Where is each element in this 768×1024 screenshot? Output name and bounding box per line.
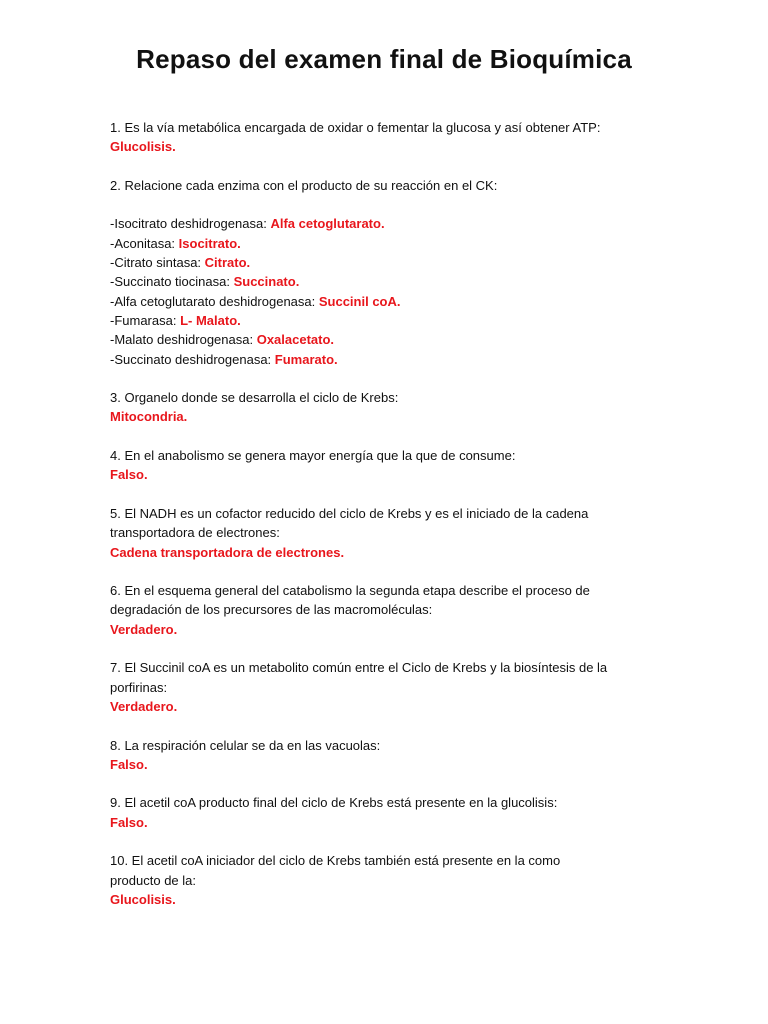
question-text: 1. Es la vía metabólica encargada de oxidar o fementar la glucosa y así obtener ATP:: [110, 120, 601, 135]
enzyme-name: -Isocitrato deshidrogenasa:: [110, 216, 271, 232]
product-answer: Oxalacetato.: [256, 332, 335, 348]
question-text: 5. El NADH es un cofactor reducido del ciclo de Krebs y es el iniciado de la cadena: [110, 505, 589, 521]
question-text: 4. En el anabolismo se genera mayor energía que la que de consume:: [110, 448, 516, 464]
question-text: 6. En el esquema general del catabolismo la segunda etapa describe el proceso de: [110, 583, 590, 599]
answer-text: Glucolisis.: [110, 139, 176, 155]
question-text: porfirinas:: [110, 679, 168, 695]
page-title: Repaso del examen final de Bioquímica: [136, 44, 632, 74]
enzyme-product-list: [110, 214, 670, 368]
enzyme-row: [110, 311, 670, 330]
enzyme-name: -Succinato tiocinasa:: [110, 274, 234, 290]
question-5: [110, 504, 670, 562]
question-4: [110, 446, 670, 485]
answer-text: Falso.: [110, 467, 148, 483]
enzyme-row: [110, 272, 670, 291]
product-answer: Succinil coA.: [318, 293, 401, 309]
answer-text: Cadena transportadora de electrones.: [110, 544, 345, 560]
question-1: [110, 118, 670, 157]
enzyme-row: [110, 253, 670, 272]
question-text: 8. La respiración celular se da en las vacuolas:: [110, 737, 381, 753]
question-8: [110, 736, 670, 775]
question-text: 3. Organelo donde se desarrolla el ciclo de Krebs:: [110, 390, 399, 406]
enzyme-name: -Succinato deshidrogenasa:: [110, 351, 275, 367]
answer-text: Glucolisis.: [110, 891, 176, 907]
question-7: [110, 658, 670, 716]
answer-text: Verdadero.: [110, 621, 178, 637]
answer-text: Falso.: [110, 814, 148, 830]
question-text: producto de la:: [110, 872, 197, 888]
enzyme-row: [110, 330, 670, 349]
product-answer: Fumarato.: [274, 351, 338, 367]
enzyme-row: [110, 292, 670, 311]
question-9: [110, 793, 670, 832]
question-text: transportadora de electrones:: [110, 525, 280, 541]
answer-text: Verdadero.: [110, 698, 178, 714]
product-answer: Alfa cetoglutarato.: [270, 216, 385, 232]
question-3: [110, 388, 670, 427]
enzyme-name: -Aconitasa:: [110, 235, 179, 251]
question-6: [110, 581, 670, 639]
question-text: 2. Relacione cada enzima con el producto de su reacción en el CK:: [110, 177, 498, 193]
enzyme-name: -Alfa cetoglutarato deshidrogenasa:: [110, 293, 319, 309]
product-answer: Succinato.: [233, 274, 300, 290]
enzyme-row: [110, 234, 670, 253]
question-text: 7. El Succinil coA es un metabolito común entre el Ciclo de Krebs y la biosíntesis de la: [110, 660, 608, 676]
product-answer: Citrato.: [204, 255, 251, 271]
enzyme-row: [110, 214, 670, 233]
question-text: 10. El acetil coA iniciador del ciclo de Krebs también está presente en la como: [110, 853, 561, 869]
enzyme-name: -Fumarasa:: [110, 312, 181, 328]
question-list: [110, 118, 670, 928]
answer-text: Falso.: [110, 756, 148, 772]
question-text: 9. El acetil coA producto final del ciclo de Krebs está presente en la glucolisis:: [110, 795, 558, 811]
question-2: [110, 176, 670, 195]
question-text: degradación de los precursores de las macromoléculas:: [110, 602, 433, 618]
question-10: [110, 851, 670, 909]
answer-text: Mitocondria.: [110, 409, 188, 425]
enzyme-name: -Malato deshidrogenasa:: [110, 332, 257, 348]
product-answer: L- Malato.: [180, 312, 241, 328]
enzyme-name: -Citrato sintasa:: [110, 255, 205, 271]
enzyme-row: [110, 350, 670, 369]
product-answer: Isocitrato.: [178, 235, 241, 251]
